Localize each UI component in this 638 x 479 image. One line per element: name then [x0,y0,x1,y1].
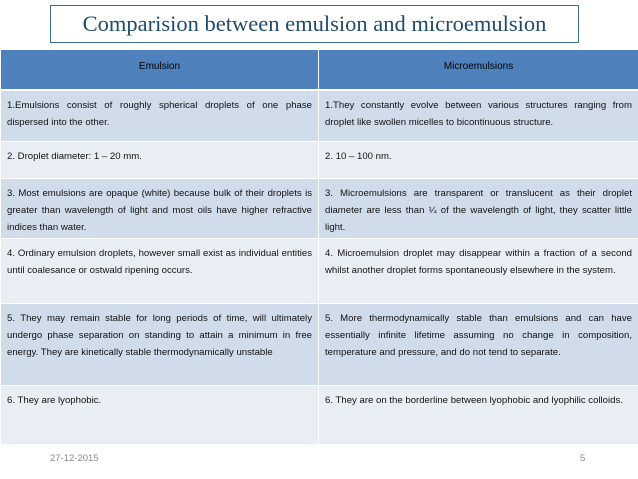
cell-microemulsion-5: 5. More thermodynamically stable than emulsions and can have essentially infinite lifetime assuming no change in composition, temperature and pressure, and do not tend to separate. [319,304,638,386]
footer-date: 27-12-2015 [50,453,99,464]
cell-microemulsion-1: 1.They constantly evolve between various structures ranging from droplet like swollen micelles to bicontinuous structure. [319,90,638,142]
table-row [1,239,638,304]
cell-emulsion-1: 1.Emulsions consist of roughly spherical droplets of one phase dispersed into the other. [1,90,319,142]
table-row [1,304,638,386]
title-box [50,5,579,43]
header-microemulsions: Microemulsions [319,50,638,90]
cell-microemulsion-2: 2. 10 – 100 nm. [319,142,638,179]
header-emulsion: Emulsion [1,50,319,90]
cell-microemulsion-6: 6. They are on the borderline between lyophobic and lyophilic colloids. [319,386,638,445]
table-row [1,386,638,445]
page-title: Comparision between emulsion and microemulsion [82,11,547,36]
comparison-table [0,49,638,445]
cell-emulsion-5: 5. They may remain stable for long periods of time, will ultimately undergo phase separation on standing to attain a minimum in free energy. They are kinetically stable thermodynamically unstable [1,304,319,386]
cell-microemulsion-4: 4. Microemulsion droplet may disappear within a fraction of a second whilst another droplet forms spontaneously elsewhere in the system. [319,239,638,304]
table-row [1,179,638,239]
table-row [1,142,638,179]
page-number: 5 [580,453,586,464]
table-header-row [1,50,638,90]
cell-emulsion-4: 4. Ordinary emulsion droplets, however small exist as individual entities until coalesance or ostwald ripening occurs. [1,239,319,304]
cell-emulsion-6: 6. They are lyophobic. [1,386,319,445]
table-row [1,90,638,142]
cell-emulsion-2: 2. Droplet diameter: 1 – 20 mm. [1,142,319,179]
cell-microemulsion-3: 3. Microemulsions are transparent or translucent as their droplet diameter are less than ¼ of the wavelength of light, they scatter little light. [319,179,638,239]
cell-emulsion-3: 3. Most emulsions are opaque (white) because bulk of their droplets is greater than wavelength of light and most oils have higher refractive indices than water. [1,179,319,239]
